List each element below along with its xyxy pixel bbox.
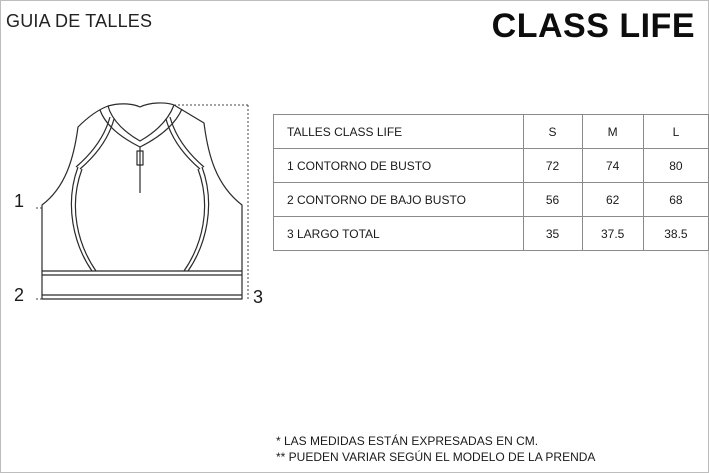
table-header-label: TALLES CLASS LIFE (274, 115, 524, 149)
garment-panel-right (188, 167, 209, 271)
cell-value: 37.5 (582, 217, 643, 251)
garment-panel-left (71, 167, 92, 271)
guide-title: GUIA DE TALLES (6, 11, 153, 31)
marker-1: 1 (14, 191, 25, 211)
size-table (273, 114, 709, 251)
footnote-units: * LAS MEDIDAS ESTÁN EXPRESADAS EN CM. (276, 434, 539, 448)
garment-collar (108, 105, 174, 141)
cell-value: 68 (643, 183, 708, 217)
cell-value: 72 (523, 149, 582, 183)
cell-value: 35 (523, 217, 582, 251)
size-header-m: M (582, 115, 643, 149)
footnote-variation: ** PUEDEN VARIAR SEGÚN EL MODELO DE LA PRENDA (276, 450, 596, 464)
garment-seam-right (170, 117, 204, 167)
marker-2: 2 (14, 285, 25, 305)
row-label: 3 LARGO TOTAL (274, 217, 524, 251)
size-header-s: S (523, 115, 582, 149)
footnotes (276, 433, 595, 465)
cell-value: 62 (582, 183, 643, 217)
cell-value: 80 (643, 149, 708, 183)
cell-value: 74 (582, 149, 643, 183)
size-header-l: L (643, 115, 708, 149)
marker-3: 3 (253, 287, 264, 307)
brand-logo: CLASS LIFE (491, 7, 695, 45)
table-row (274, 217, 709, 251)
table-header-row (274, 115, 709, 149)
row-label: 1 CONTORNO DE BUSTO (274, 149, 524, 183)
cell-value: 56 (523, 183, 582, 217)
garment-illustration (0, 95, 272, 320)
table-row (274, 149, 709, 183)
table-row (274, 183, 709, 217)
cell-value: 38.5 (643, 217, 708, 251)
row-label: 2 CONTORNO DE BAJO BUSTO (274, 183, 524, 217)
